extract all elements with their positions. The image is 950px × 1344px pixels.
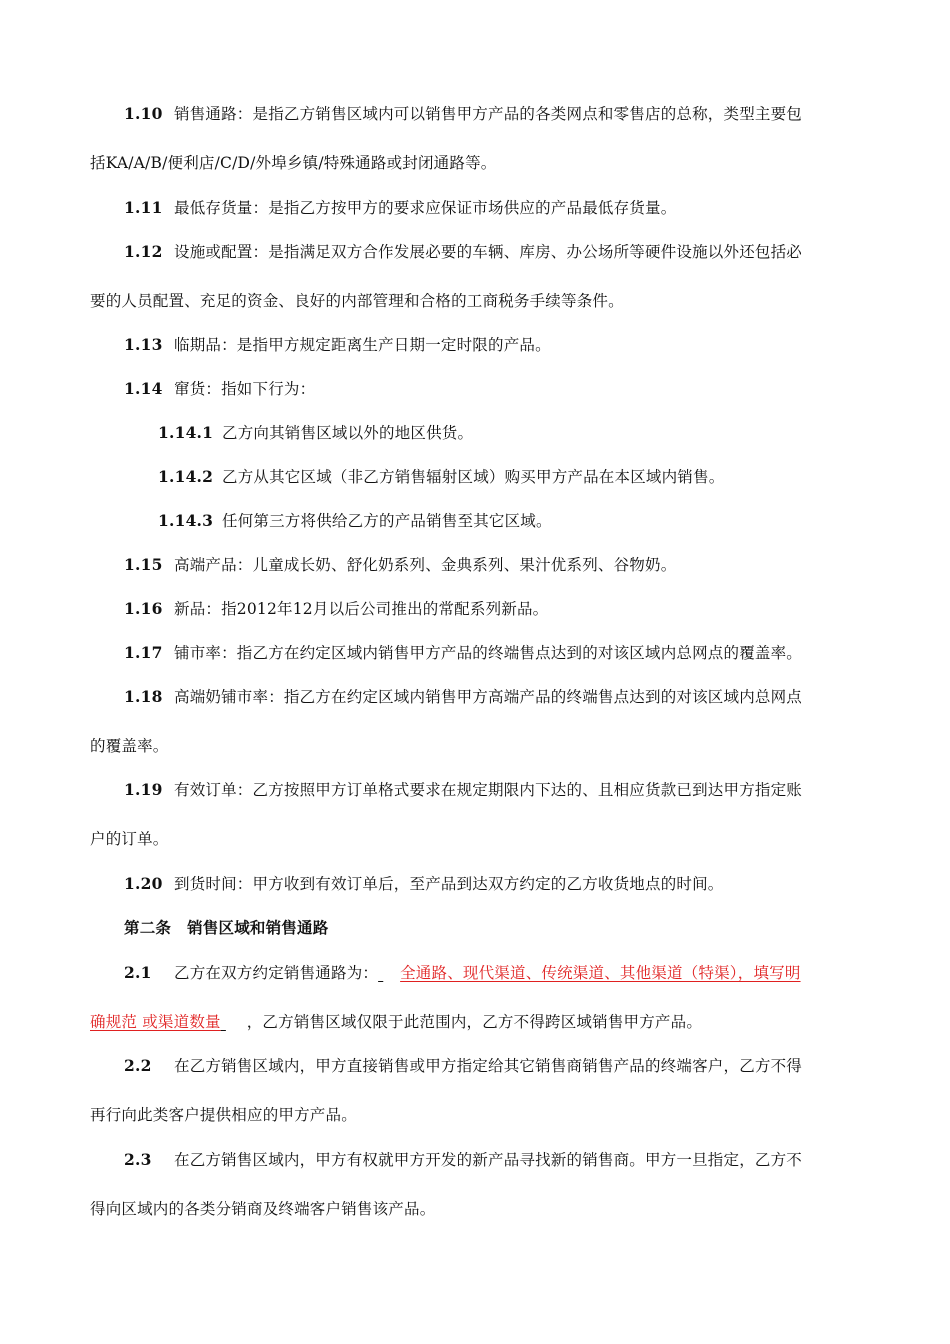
clause-text: 销售通路：是指乙方销售区域内可以销售甲方产品的各类网点和零售店的总称，类型主要包 [174, 105, 803, 123]
clause-1-14-1 [158, 422, 473, 444]
clause-1-10 [124, 103, 802, 125]
clause-text: 最低存货量：是指乙方按甲方的要求应保证市场供应的产品最低存货量。 [174, 199, 677, 217]
clause-1-20 [124, 873, 724, 895]
clause-2-3 [124, 1149, 802, 1171]
clause-1-17 [124, 642, 802, 664]
clause-text: 在乙方销售区域内，甲方直接销售或甲方指定给其它销售商销售产品的终端客户，乙方不得 [174, 1057, 803, 1075]
clause-number: 1.16 [124, 599, 163, 618]
clause-number: 2.3 [124, 1150, 152, 1169]
article-number: 第二条 [124, 918, 172, 937]
clause-number: 1.13 [124, 335, 163, 354]
clause-number: 2.2 [124, 1056, 152, 1075]
clause-number: 1.14 [124, 379, 163, 398]
clause-number: 2.1 [124, 963, 152, 982]
clause-number: 1.11 [124, 198, 163, 217]
clause-1-19 [124, 779, 802, 801]
clause-continuation: 要的人员配置、充足的资金、良好的内部管理和合格的工商税务手续等条件。 [90, 292, 624, 310]
clause-continuation: 户的订单。 [90, 830, 169, 848]
clause-text: 高端产品：儿童成长奶、舒化奶系列、金典系列、果汁优系列、谷物奶。 [174, 556, 677, 574]
clause-1-14-3 [158, 510, 552, 532]
clause-1-12 [124, 241, 802, 263]
clause-number: 1.10 [124, 104, 163, 123]
clause-text: 新品：指2012年12月以后公司推出的常配系列新品。 [174, 600, 549, 618]
clause-text: 乙方从其它区域（非乙方销售辐射区域）购买甲方产品在本区域内销售。 [222, 468, 725, 486]
clause-1-14 [124, 378, 315, 400]
fill-blank [221, 1011, 247, 1033]
clause-text: 乙方向其销售区域以外的地区供货。 [222, 424, 474, 442]
clause-continuation: 再行向此类客户提供相应的甲方产品。 [90, 1106, 357, 1124]
clause-number: 1.19 [124, 780, 163, 799]
clause-1-13 [124, 334, 551, 356]
clause-text: 设施或配置：是指满足双方合作发展必要的车辆、库房、办公场所等硬件设施以外还包括必 [174, 243, 803, 261]
article-2-heading [124, 917, 328, 939]
clause-number: 1.15 [124, 555, 163, 574]
clause-1-11 [124, 197, 676, 219]
clause-number: 1.17 [124, 643, 163, 662]
clause-2-1 [124, 962, 801, 984]
clause-text: 有效订单：乙方按照甲方订单格式要求在规定期限内下达的、且相应货款已到达甲方指定账 [174, 781, 803, 799]
clause-continuation: 的覆盖率。 [90, 737, 169, 755]
clause-number: 1.14.1 [158, 423, 214, 442]
clause-number: 1.14.3 [158, 511, 214, 530]
clause-text: 铺市率：指乙方在约定区域内销售甲方产品的终端售点达到的对该区域内总网点的覆盖率。 [174, 644, 803, 662]
fill-blank [378, 962, 400, 984]
clause-text: 窜货：指如下行为： [174, 380, 316, 398]
clause-2-2 [124, 1055, 802, 1077]
clause-number: 1.18 [124, 687, 163, 706]
fill-in-instruction: 全通路、现代渠道、传统渠道、其他渠道（特渠），填写明 [400, 964, 801, 982]
clause-number: 1.14.2 [158, 467, 214, 486]
clause-text: 任何第三方将供给乙方的产品销售至其它区域。 [222, 512, 552, 530]
clause-continuation [90, 1011, 702, 1033]
article-title: 销售区域和销售通路 [187, 918, 329, 937]
clause-1-15 [124, 554, 676, 576]
clause-1-18 [124, 686, 802, 708]
clause-1-16 [124, 598, 548, 620]
clause-text: 到货时间：甲方收到有效订单后，至产品到达双方约定的乙方收货地点的时间。 [174, 875, 724, 893]
clause-text: 高端奶铺市率：指乙方在约定区域内销售甲方高端产品的终端售点达到的对该区域内总网点 [174, 688, 803, 706]
clause-continuation: 得向区域内的各类分销商及终端客户销售该产品。 [90, 1200, 436, 1218]
clause-number: 1.20 [124, 874, 163, 893]
clause-1-14-2 [158, 466, 724, 488]
clause-text: 临期品：是指甲方规定距离生产日期一定时限的产品。 [174, 336, 551, 354]
clause-number: 1.12 [124, 242, 163, 261]
clause-continuation: 括KA/A/B/便利店/C/D/外埠乡镇/特殊通路或封闭通路等。 [90, 154, 497, 172]
fill-in-instruction: 确规范 或渠道数量 [90, 1013, 221, 1031]
clause-text: 在乙方销售区域内，甲方有权就甲方开发的新产品寻找新的销售商。甲方一旦指定，乙方不 [174, 1151, 803, 1169]
clause-text: 乙方在双方约定销售通路为： [174, 964, 379, 982]
clause-text: ，乙方销售区域仅限于此范围内，乙方不得跨区域销售甲方产品。 [246, 1013, 703, 1031]
